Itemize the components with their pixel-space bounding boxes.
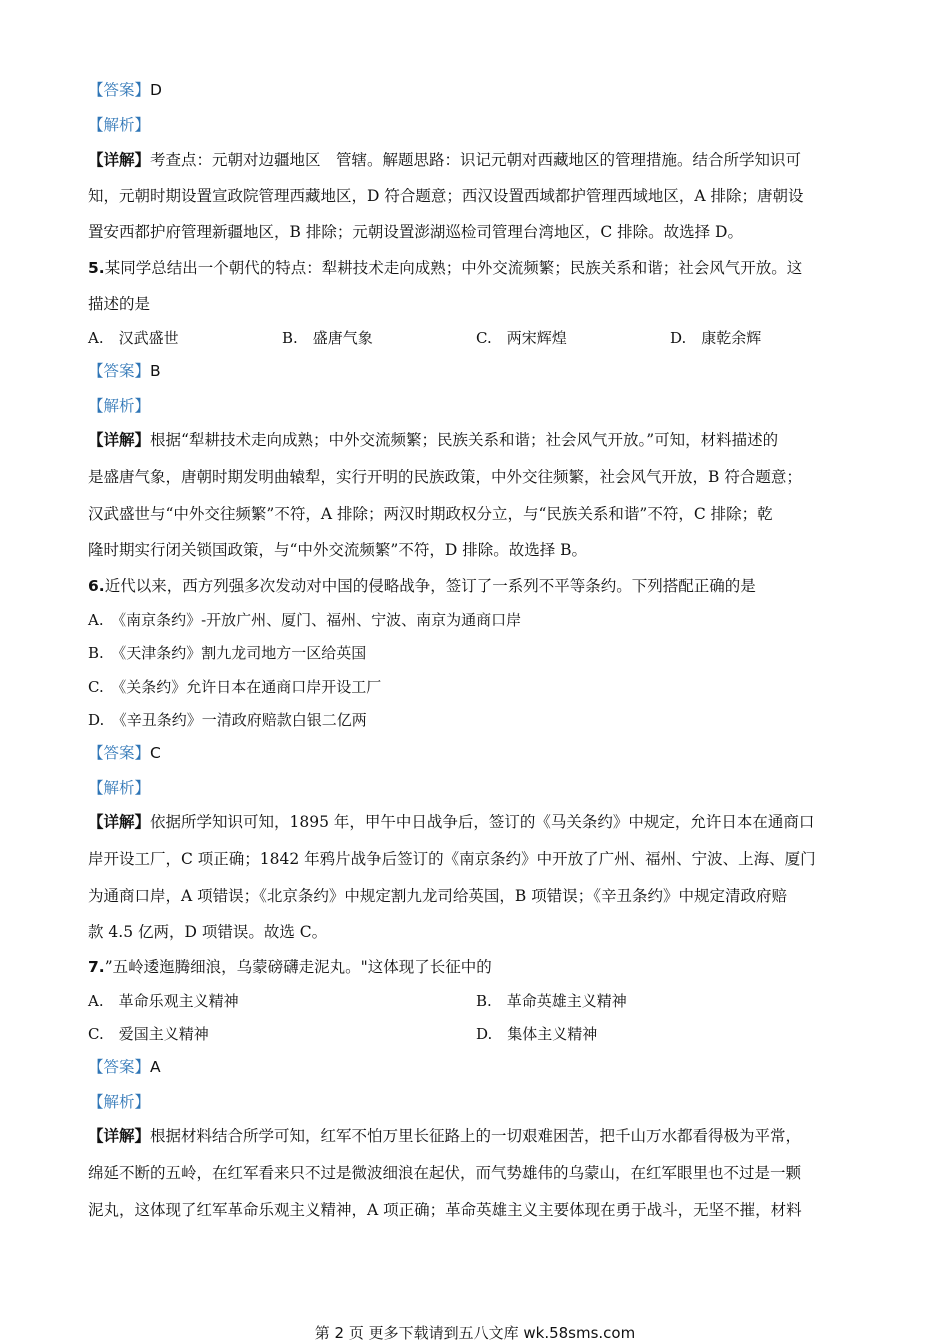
analysis-tag-line: [88, 778, 868, 798]
detail-text: 根据材料结合所学可知，红军不怕万里长征路上的一切艰难困苦，把千山万水都看得极为平常，: [150, 1127, 802, 1145]
option-b: B. 革命英雄主义精神: [476, 992, 627, 1010]
detail-tag: 【详解】: [88, 812, 151, 831]
question-number: 6.: [88, 577, 105, 595]
question-stem: [88, 258, 868, 278]
option-c: C. 《关条约》允许日本在通商口岸开设工厂: [88, 678, 382, 696]
detail-line: 隆时期实行闭关锁国政策，与“中外交流频繁”不符，D 排除。故选择 B。: [88, 541, 588, 559]
question-stem: [88, 957, 868, 977]
answer-value: A: [150, 1058, 161, 1076]
question-stem: [88, 576, 868, 596]
answer-line: [88, 361, 868, 381]
detail-line: 是盛唐气象，唐朝时期发明曲辕犁，实行开明的民族政策，中外交往频繁，社会风气开放，B 符合题意；: [88, 468, 802, 486]
detail-line: 款 4.5 亿两，D 项错误。故选 C。: [88, 923, 328, 941]
question-number: 7.: [88, 958, 105, 976]
analysis-tag: 【解析】: [88, 1093, 151, 1111]
answer-tag: 【答案】: [88, 81, 151, 99]
detail-line: [88, 812, 868, 832]
analysis-tag-line: [88, 396, 868, 416]
question-text: 近代以来，西方列强多次发动对中国的侵略战争，签订了一系列不平等条约。下列搭配正确的是: [104, 577, 756, 595]
answer-tag: 【答案】: [88, 744, 151, 762]
option-c: C. 爱国主义精神: [88, 1025, 209, 1043]
option-a: A. 汉武盛世: [88, 329, 179, 347]
option-d: D. 康乾余辉: [670, 329, 762, 347]
detail-tag: 【详解】: [88, 430, 151, 449]
analysis-tag-line: [88, 1092, 868, 1112]
detail-line: [88, 430, 868, 450]
answer-tag: 【答案】: [88, 1058, 151, 1076]
detail-line: 岸开设工厂，C 项正确；1842 年鸦片战争后签订的《南京条约》中开放了广州、福州、宁波、上海、厦门: [88, 850, 816, 868]
analysis-tag-line: [88, 115, 868, 135]
detail-line: 汉武盛世与“中外交往频繁”不符，A 排除；两汉时期政权分立，与“民族关系和谐”不符，C 排除；乾: [88, 505, 773, 523]
answer-value: D: [150, 81, 162, 99]
detail-line: [88, 1126, 868, 1146]
answer-value: C: [150, 744, 161, 762]
question-number: 5.: [88, 259, 105, 277]
option-d: D. 集体主义精神: [476, 1025, 598, 1043]
detail-line: [88, 150, 868, 170]
question-text: 某同学总结出一个朝代的特点：犁耕技术走向成熟；中外交流频繁；民族关系和谐；社会风气开放。这: [104, 259, 803, 277]
answer-tag: 【答案】: [88, 362, 151, 380]
question-stem: 描述的是: [88, 295, 151, 313]
detail-text: 考查点：元朝对边疆地区 管辖。解题思路：识记元朝对西藏地区的管理措施。结合所学知识可: [150, 151, 802, 169]
option-a: A. 《南京条约》-开放广州、厦门、福州、宁波、南京为通商口岸: [88, 611, 522, 629]
option-a: A. 革命乐观主义精神: [88, 992, 239, 1010]
analysis-tag: 【解析】: [88, 779, 151, 797]
analysis-tag: 【解析】: [88, 116, 151, 134]
option-c: C. 两宋辉煌: [476, 329, 567, 347]
detail-line: 泥丸，这体现了红军革命乐观主义精神，A 项正确；革命英雄主义主要体现在勇于战斗，无坚不摧，材料: [88, 1201, 802, 1219]
answer-line: [88, 743, 868, 763]
detail-tag: 【详解】: [88, 1126, 151, 1145]
option-b: B. 《天津条约》割九龙司地方一区给英国: [88, 644, 367, 662]
question-text: ”五岭逶迤腾细浪，乌蒙磅礴走泥丸。"这体现了长征中的: [104, 958, 492, 976]
detail-line: 知，元朝时期设置宣政院管理西藏地区，D 符合题意；西汉设置西域都护管理西域地区，A 排除；唐朝设: [88, 187, 804, 205]
detail-tag: 【详解】: [88, 150, 151, 169]
option-d: D. 《辛丑条约》一清政府赔款白银二亿两: [88, 711, 367, 729]
analysis-tag: 【解析】: [88, 397, 151, 415]
detail-text: 依据所学知识可知，1895 年，甲午中日战争后，签订的《马关条约》中规定，允许日本在通商口: [150, 813, 815, 831]
page-footer: 第 2 页 更多下载请到五八文库 wk.58sms.com: [314, 1324, 636, 1342]
answer-value: B: [150, 362, 161, 380]
detail-line: 为通商口岸，A 项错误；《北京条约》中规定割九龙司给英国，B 项错误；《辛丑条约》中规定清政府赔: [88, 887, 787, 905]
answer-line: [88, 80, 868, 100]
option-b: B. 盛唐气象: [282, 329, 373, 347]
detail-line: 置安西都护府管理新疆地区，B 排除；元朝设置澎湖巡检司管理台湾地区，C 排除。故选择 D。: [88, 223, 743, 241]
detail-text: 根据“犁耕技术走向成熟；中外交流频繁；民族关系和谐；社会风气开放。”可知，材料描述的: [150, 431, 779, 449]
detail-line: 绵延不断的五岭，在红军看来只不过是微波细浪在起伏，而气势雄伟的乌蒙山，在红军眼里也不过是一颗: [88, 1164, 802, 1182]
answer-line: [88, 1057, 868, 1077]
